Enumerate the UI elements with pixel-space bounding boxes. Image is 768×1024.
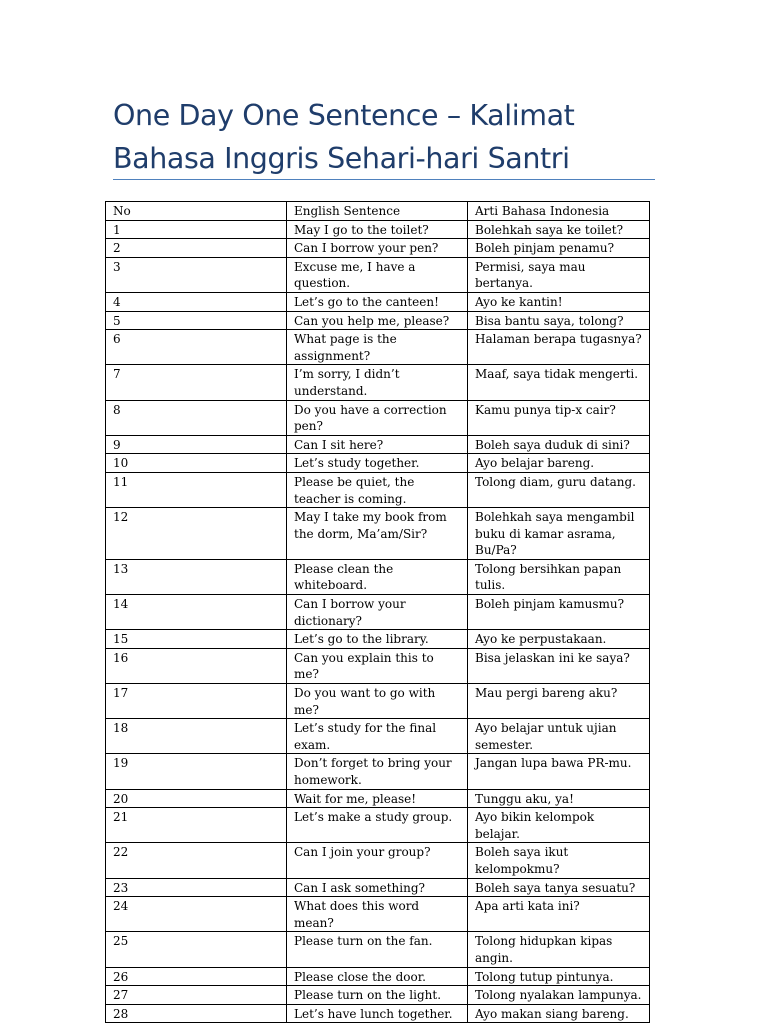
- table-row: [106, 630, 650, 649]
- table-row: [106, 986, 650, 1005]
- cell-arti-bahasa-indonesia: Bolehkah saya mengambil buku di kamar asrama, Bu/Pa?: [468, 508, 650, 560]
- cell-no: 5: [106, 311, 287, 330]
- table-row: [106, 292, 650, 311]
- table-row: [106, 754, 650, 789]
- table-row: [106, 365, 650, 400]
- cell-english-sentence: Can I sit here?: [287, 435, 468, 454]
- cell-english-sentence: Let’s go to the canteen!: [287, 292, 468, 311]
- table-row: [106, 595, 650, 630]
- table-row: [106, 330, 650, 365]
- header-arti-bahasa-indonesia: Arti Bahasa Indonesia: [468, 202, 650, 221]
- cell-no: 11: [106, 472, 287, 507]
- cell-english-sentence: Please turn on the light.: [287, 986, 468, 1005]
- cell-english-sentence: Can I borrow your dictionary?: [287, 595, 468, 630]
- cell-no: 22: [106, 843, 287, 878]
- cell-arti-bahasa-indonesia: Boleh pinjam kamusmu?: [468, 595, 650, 630]
- cell-no: 21: [106, 808, 287, 843]
- cell-arti-bahasa-indonesia: Permisi, saya mau bertanya.: [468, 257, 650, 292]
- cell-no: 19: [106, 754, 287, 789]
- table-row: [106, 684, 650, 719]
- cell-no: 17: [106, 684, 287, 719]
- cell-english-sentence: Can I borrow your pen?: [287, 239, 468, 258]
- cell-arti-bahasa-indonesia: Boleh saya tanya sesuatu?: [468, 878, 650, 897]
- cell-no: 18: [106, 719, 287, 754]
- cell-english-sentence: Let’s make a study group.: [287, 808, 468, 843]
- cell-arti-bahasa-indonesia: Tolong nyalakan lampunya.: [468, 986, 650, 1005]
- cell-arti-bahasa-indonesia: Tolong hidupkan kipas angin.: [468, 932, 650, 967]
- cell-english-sentence: Wait for me, please!: [287, 789, 468, 808]
- cell-english-sentence: Do you want to go with me?: [287, 684, 468, 719]
- table-row: [106, 239, 650, 258]
- cell-arti-bahasa-indonesia: Ayo belajar bareng.: [468, 454, 650, 473]
- table-row: [106, 435, 650, 454]
- cell-english-sentence: May I go to the toilet?: [287, 220, 468, 239]
- cell-no: 1: [106, 220, 287, 239]
- table-row: [106, 808, 650, 843]
- header-english-sentence: English Sentence: [287, 202, 468, 221]
- cell-arti-bahasa-indonesia: Apa arti kata ini?: [468, 897, 650, 932]
- cell-english-sentence: What does this word mean?: [287, 897, 468, 932]
- table-row: [106, 257, 650, 292]
- cell-arti-bahasa-indonesia: Bisa bantu saya, tolong?: [468, 311, 650, 330]
- cell-no: 13: [106, 559, 287, 594]
- cell-no: 2: [106, 239, 287, 258]
- table-row: [106, 897, 650, 932]
- cell-arti-bahasa-indonesia: Tolong diam, guru datang.: [468, 472, 650, 507]
- table-row: [106, 400, 650, 435]
- cell-arti-bahasa-indonesia: Boleh saya duduk di sini?: [468, 435, 650, 454]
- cell-english-sentence: Please turn on the fan.: [287, 932, 468, 967]
- cell-no: 4: [106, 292, 287, 311]
- cell-english-sentence: Please close the door.: [287, 967, 468, 986]
- cell-no: 24: [106, 897, 287, 932]
- cell-arti-bahasa-indonesia: Bolehkah saya ke toilet?: [468, 220, 650, 239]
- document-title: One Day One Sentence – Kalimat Bahasa Inggris Sehari-hari Santri: [113, 99, 575, 175]
- sentence-table: [105, 201, 650, 1023]
- cell-no: 10: [106, 454, 287, 473]
- cell-english-sentence: What page is the assignment?: [287, 330, 468, 365]
- cell-arti-bahasa-indonesia: Ayo ke perpustakaan.: [468, 630, 650, 649]
- cell-english-sentence: Let’s study together.: [287, 454, 468, 473]
- table-row: [106, 1004, 650, 1023]
- table-row: [106, 932, 650, 967]
- cell-english-sentence: Can I ask something?: [287, 878, 468, 897]
- cell-arti-bahasa-indonesia: Tolong tutup pintunya.: [468, 967, 650, 986]
- cell-arti-bahasa-indonesia: Tunggu aku, ya!: [468, 789, 650, 808]
- cell-arti-bahasa-indonesia: Boleh pinjam penamu?: [468, 239, 650, 258]
- cell-no: 7: [106, 365, 287, 400]
- table-row: [106, 789, 650, 808]
- cell-no: 6: [106, 330, 287, 365]
- cell-arti-bahasa-indonesia: Bisa jelaskan ini ke saya?: [468, 648, 650, 683]
- cell-english-sentence: Excuse me, I have a question.: [287, 257, 468, 292]
- cell-no: 3: [106, 257, 287, 292]
- cell-no: 12: [106, 508, 287, 560]
- cell-english-sentence: Please be quiet, the teacher is coming.: [287, 472, 468, 507]
- cell-arti-bahasa-indonesia: Jangan lupa bawa PR-mu.: [468, 754, 650, 789]
- cell-no: 23: [106, 878, 287, 897]
- cell-arti-bahasa-indonesia: Ayo belajar untuk ujian semester.: [468, 719, 650, 754]
- cell-arti-bahasa-indonesia: Mau pergi bareng aku?: [468, 684, 650, 719]
- cell-english-sentence: Let’s study for the final exam.: [287, 719, 468, 754]
- cell-no: 8: [106, 400, 287, 435]
- table-row: [106, 559, 650, 594]
- cell-no: 9: [106, 435, 287, 454]
- cell-arti-bahasa-indonesia: Maaf, saya tidak mengerti.: [468, 365, 650, 400]
- table-row: [106, 311, 650, 330]
- cell-english-sentence: Let’s go to the library.: [287, 630, 468, 649]
- table-row: [106, 454, 650, 473]
- cell-english-sentence: Don’t forget to bring your homework.: [287, 754, 468, 789]
- cell-english-sentence: Please clean the whiteboard.: [287, 559, 468, 594]
- cell-arti-bahasa-indonesia: Tolong bersihkan papan tulis.: [468, 559, 650, 594]
- cell-no: 27: [106, 986, 287, 1005]
- cell-no: 16: [106, 648, 287, 683]
- cell-english-sentence: May I take my book from the dorm, Ma’am/Sir?: [287, 508, 468, 560]
- cell-english-sentence: Can you explain this to me?: [287, 648, 468, 683]
- cell-no: 25: [106, 932, 287, 967]
- table-row: [106, 472, 650, 507]
- cell-no: 15: [106, 630, 287, 649]
- cell-english-sentence: Let’s have lunch together.: [287, 1004, 468, 1023]
- cell-arti-bahasa-indonesia: Ayo ke kantin!: [468, 292, 650, 311]
- cell-arti-bahasa-indonesia: Kamu punya tip-x cair?: [468, 400, 650, 435]
- table-row: [106, 967, 650, 986]
- cell-arti-bahasa-indonesia: Ayo bikin kelompok belajar.: [468, 808, 650, 843]
- cell-english-sentence: Can I join your group?: [287, 843, 468, 878]
- table-row: [106, 843, 650, 878]
- cell-arti-bahasa-indonesia: Halaman berapa tugasnya?: [468, 330, 650, 365]
- title-underline: [113, 179, 655, 180]
- header-no: No: [106, 202, 287, 221]
- cell-english-sentence: I’m sorry, I didn’t understand.: [287, 365, 468, 400]
- cell-english-sentence: Can you help me, please?: [287, 311, 468, 330]
- table-row: [106, 719, 650, 754]
- cell-no: 26: [106, 967, 287, 986]
- table-body: [106, 220, 650, 1023]
- cell-arti-bahasa-indonesia: Ayo makan siang bareng.: [468, 1004, 650, 1023]
- table-row: [106, 878, 650, 897]
- cell-no: 20: [106, 789, 287, 808]
- cell-no: 28: [106, 1004, 287, 1023]
- table-row: [106, 220, 650, 239]
- table-row: [106, 648, 650, 683]
- table-row: [106, 508, 650, 560]
- cell-english-sentence: Do you have a correction pen?: [287, 400, 468, 435]
- cell-arti-bahasa-indonesia: Boleh saya ikut kelompokmu?: [468, 843, 650, 878]
- cell-no: 14: [106, 595, 287, 630]
- table-header-row: [106, 202, 650, 221]
